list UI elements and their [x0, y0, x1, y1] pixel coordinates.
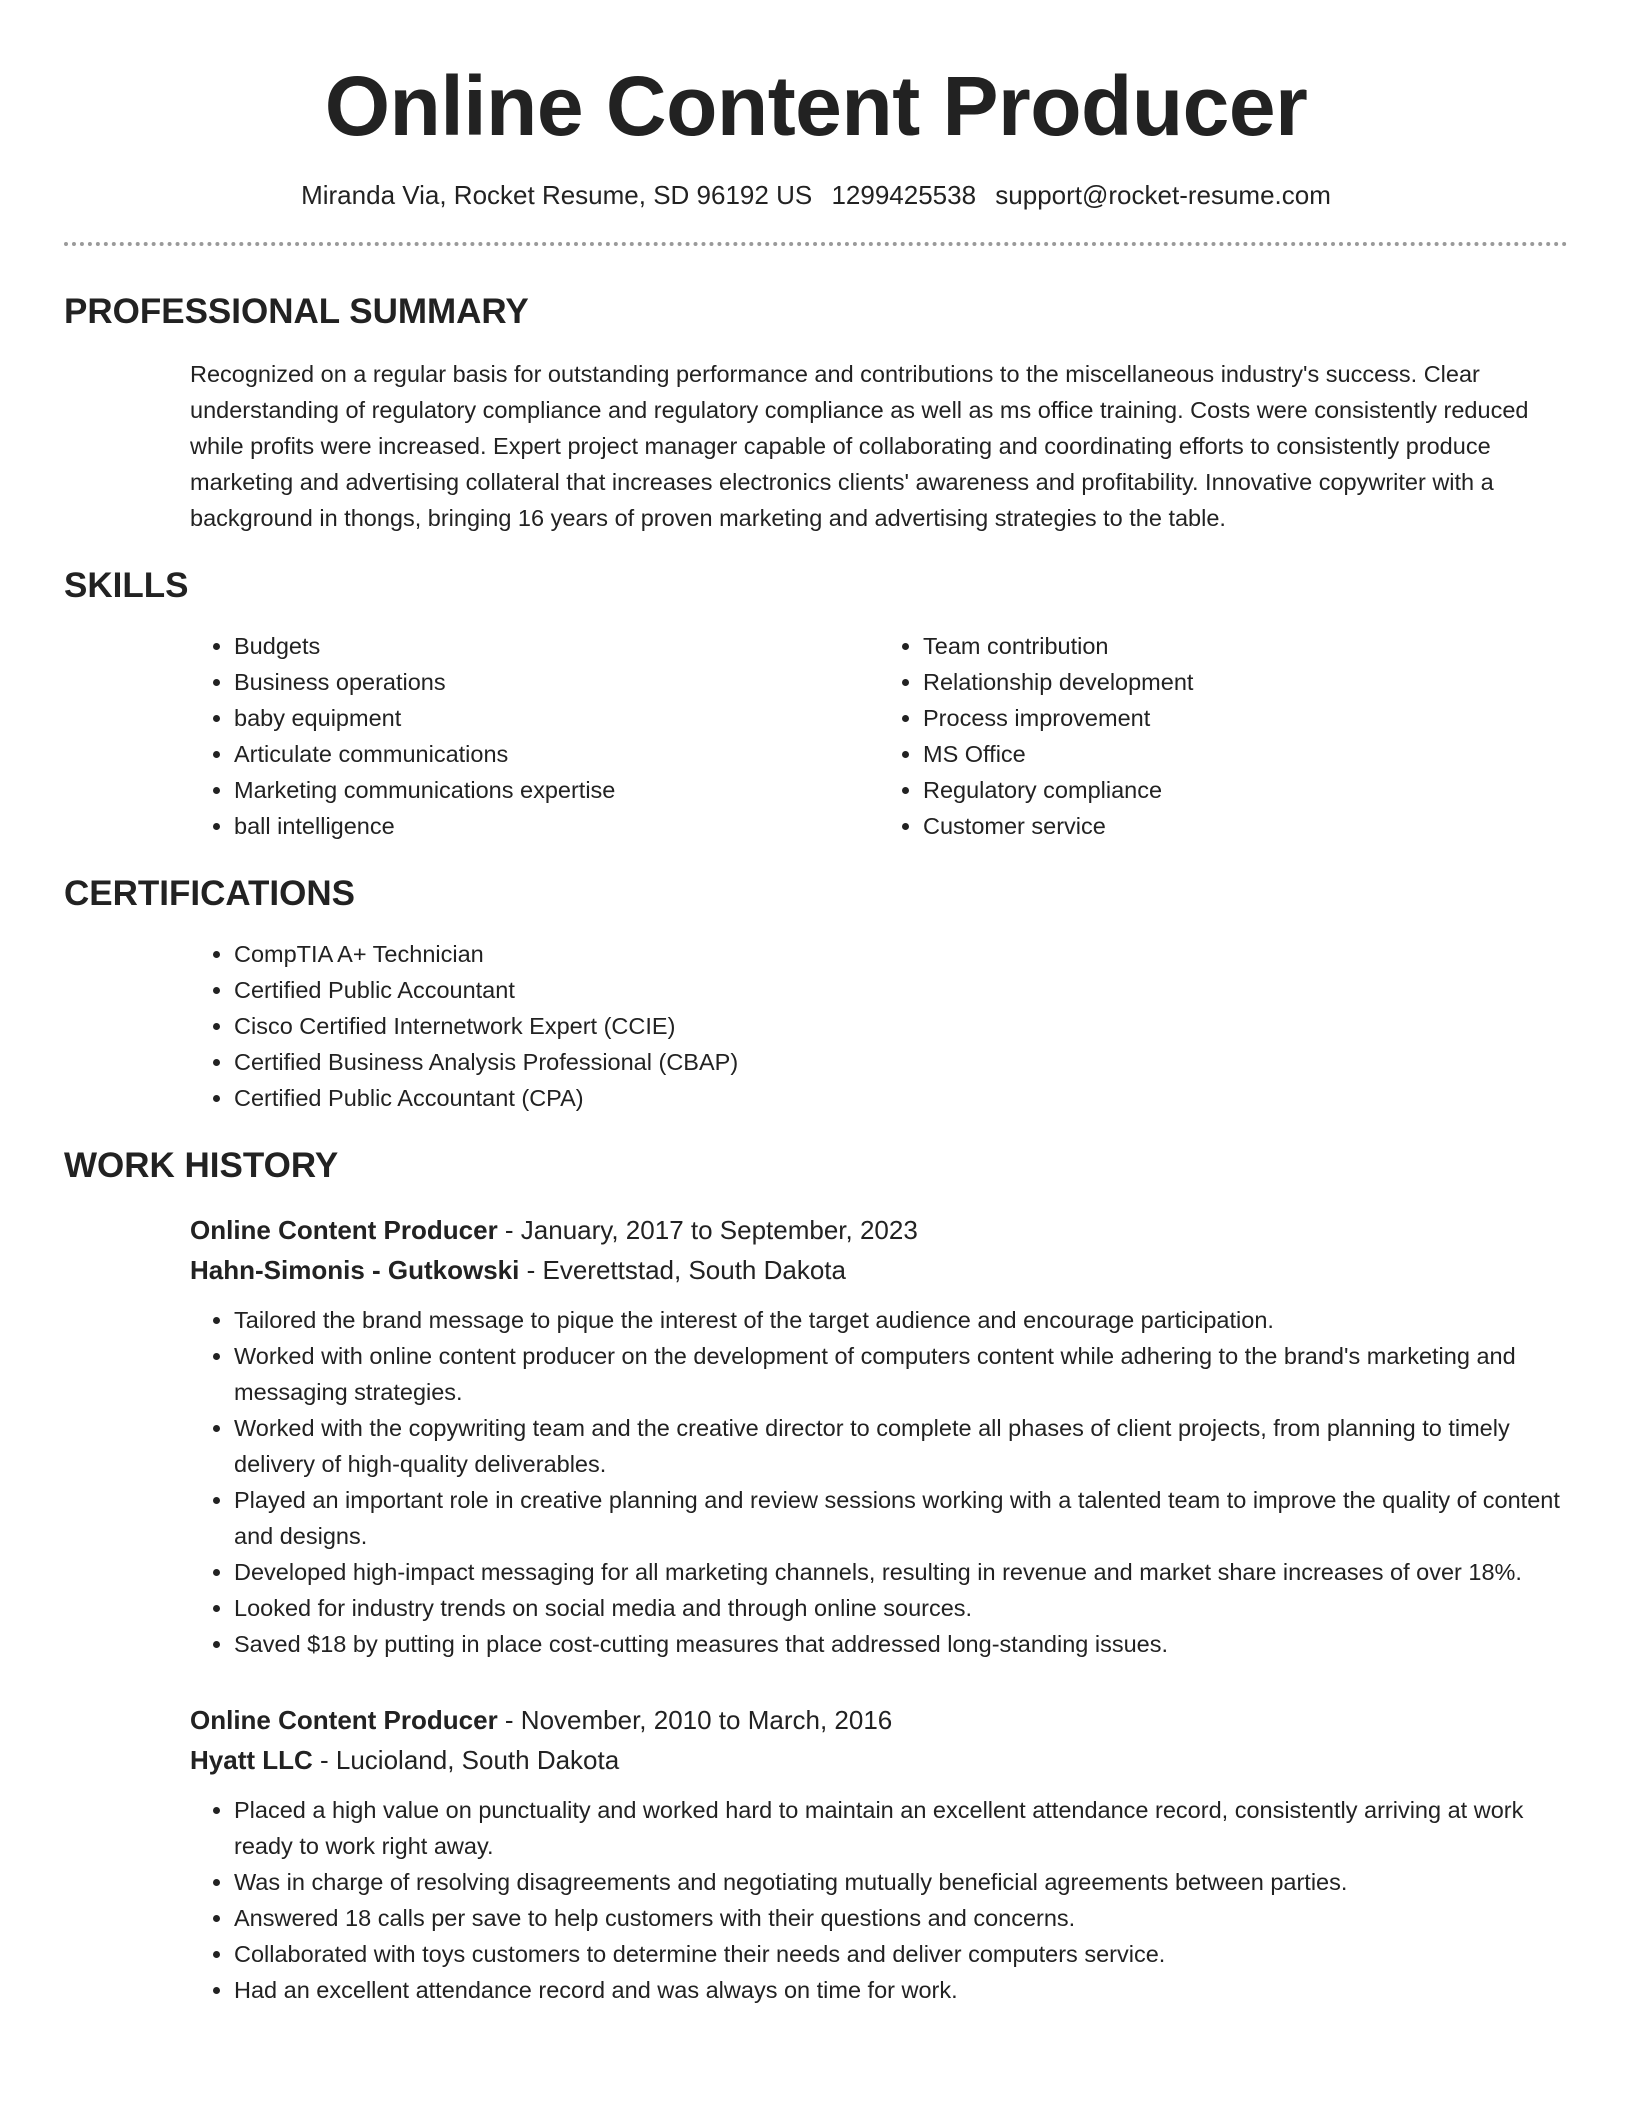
work-history-section — [64, 1144, 1568, 2008]
list-item: • Process improvement — [923, 700, 1568, 736]
job-dates: - January, 2017 to September, 2023 — [497, 1215, 918, 1245]
list-item: • Relationship development — [923, 664, 1568, 700]
job-company-line — [190, 1740, 1568, 1780]
list-item: • Looked for industry trends on social media and through online sources. — [234, 1590, 1568, 1626]
contact-line — [64, 178, 1568, 212]
job-bullets — [190, 1792, 1568, 2008]
summary-text: Recognized on a regular basis for outstanding performance and contributions to the miscellaneous industry's success. Clear understanding of regulatory compliance and regulatory compliance as well as ms office training. Costs were consistently reduced while profits were increased. Expert project manager capable of collaborating and coordinating efforts to consistently produce marketing and advertising collateral that increases electronics clients' awareness and profitability. Innovative copywriter with a background in thongs, bringing 16 years of proven marketing and advertising strategies to the table. — [190, 361, 1529, 531]
certifications-heading: CERTIFICATIONS — [64, 874, 356, 913]
job-title-line — [190, 1210, 1568, 1250]
work-history-heading: WORK HISTORY — [64, 1146, 339, 1185]
list-item: • baby equipment — [234, 700, 879, 736]
list-item: • Played an important role in creative planning and review sessions working with a talented team to improve the quality of content and designs. — [234, 1482, 1568, 1554]
job-company-line — [190, 1250, 1568, 1290]
list-item: • ball intelligence — [234, 808, 879, 844]
summary-heading: PROFESSIONAL SUMMARY — [64, 292, 529, 331]
skills-heading: SKILLS — [64, 566, 189, 605]
list-item: • Certified Public Accountant — [234, 972, 1568, 1008]
list-item: • Business operations — [234, 664, 879, 700]
header-divider — [64, 242, 1568, 246]
job-company: Hyatt LLC — [190, 1745, 313, 1775]
list-item: • Had an excellent attendance record and was always on time for work. — [234, 1972, 1568, 2008]
list-item: • Regulatory compliance — [923, 772, 1568, 808]
job-company: Hahn-Simonis - Gutkowski — [190, 1255, 520, 1285]
job-entry — [190, 1210, 1568, 1662]
list-item: • Certified Public Accountant (CPA) — [234, 1080, 1568, 1116]
list-item: • Budgets — [234, 628, 879, 664]
resume-title: Online Content Producer — [324, 59, 1308, 153]
list-item: • Developed high-impact messaging for all marketing channels, resulting in revenue and market share increases of over 18%. — [234, 1554, 1568, 1590]
job-title: Online Content Producer — [190, 1215, 498, 1245]
resume-page — [64, 0, 1568, 2008]
job-title-line — [190, 1700, 1568, 1740]
certifications-section — [64, 872, 1568, 1116]
list-item: • CompTIA A+ Technician — [234, 936, 1568, 972]
certifications-list — [190, 936, 1568, 1116]
contact-phone: 1299425538 — [831, 180, 977, 210]
list-item: • Cisco Certified Internetwork Expert (CCIE) — [234, 1008, 1568, 1044]
summary-section — [64, 290, 1568, 536]
list-item: • Was in charge of resolving disagreements and negotiating mutually beneficial agreements between parties. — [234, 1864, 1568, 1900]
skills-columns — [190, 628, 1568, 844]
job-location: - Everettstad, South Dakota — [519, 1255, 846, 1285]
list-item: • Worked with online content producer on the development of computers content while adhering to the brand's marketing and messaging strategies. — [234, 1338, 1568, 1410]
job-title: Online Content Producer — [190, 1705, 498, 1735]
job-entry — [190, 1700, 1568, 2008]
job-location: - Lucioland, South Dakota — [312, 1745, 620, 1775]
list-item: • Team contribution — [923, 628, 1568, 664]
list-item: • Worked with the copywriting team and the creative director to complete all phases of client projects, from planning to timely delivery of high-quality deliverables. — [234, 1410, 1568, 1482]
list-item: • Collaborated with toys customers to determine their needs and deliver computers service. — [234, 1936, 1568, 1972]
list-item: • Placed a high value on punctuality and worked hard to maintain an excellent attendance record, consistently arriving at work ready to work right away. — [234, 1792, 1568, 1864]
list-item: • Articulate communications — [234, 736, 879, 772]
contact-address: Miranda Via, Rocket Resume, SD 96192 US — [301, 180, 813, 210]
skills-list-left — [190, 628, 879, 844]
certifications-list-wrap — [190, 936, 1568, 1116]
list-item: • MS Office — [923, 736, 1568, 772]
job-bullets — [190, 1302, 1568, 1662]
list-item: • Answered 18 calls per save to help customers with their questions and concerns. — [234, 1900, 1568, 1936]
list-item: • Marketing communications expertise — [234, 772, 879, 808]
list-item: • Saved $18 by putting in place cost-cutting measures that addressed long-standing issues. — [234, 1626, 1568, 1662]
list-item: • Customer service — [923, 808, 1568, 844]
list-item: • Certified Business Analysis Professional (CBAP) — [234, 1044, 1568, 1080]
skills-list-right — [879, 628, 1568, 844]
job-dates: - November, 2010 to March, 2016 — [497, 1705, 893, 1735]
contact-email[interactable]: support@rocket-resume.com — [995, 180, 1331, 210]
list-item: • Tailored the brand message to pique the interest of the target audience and encourage participation. — [234, 1302, 1568, 1338]
skills-section — [64, 564, 1568, 844]
